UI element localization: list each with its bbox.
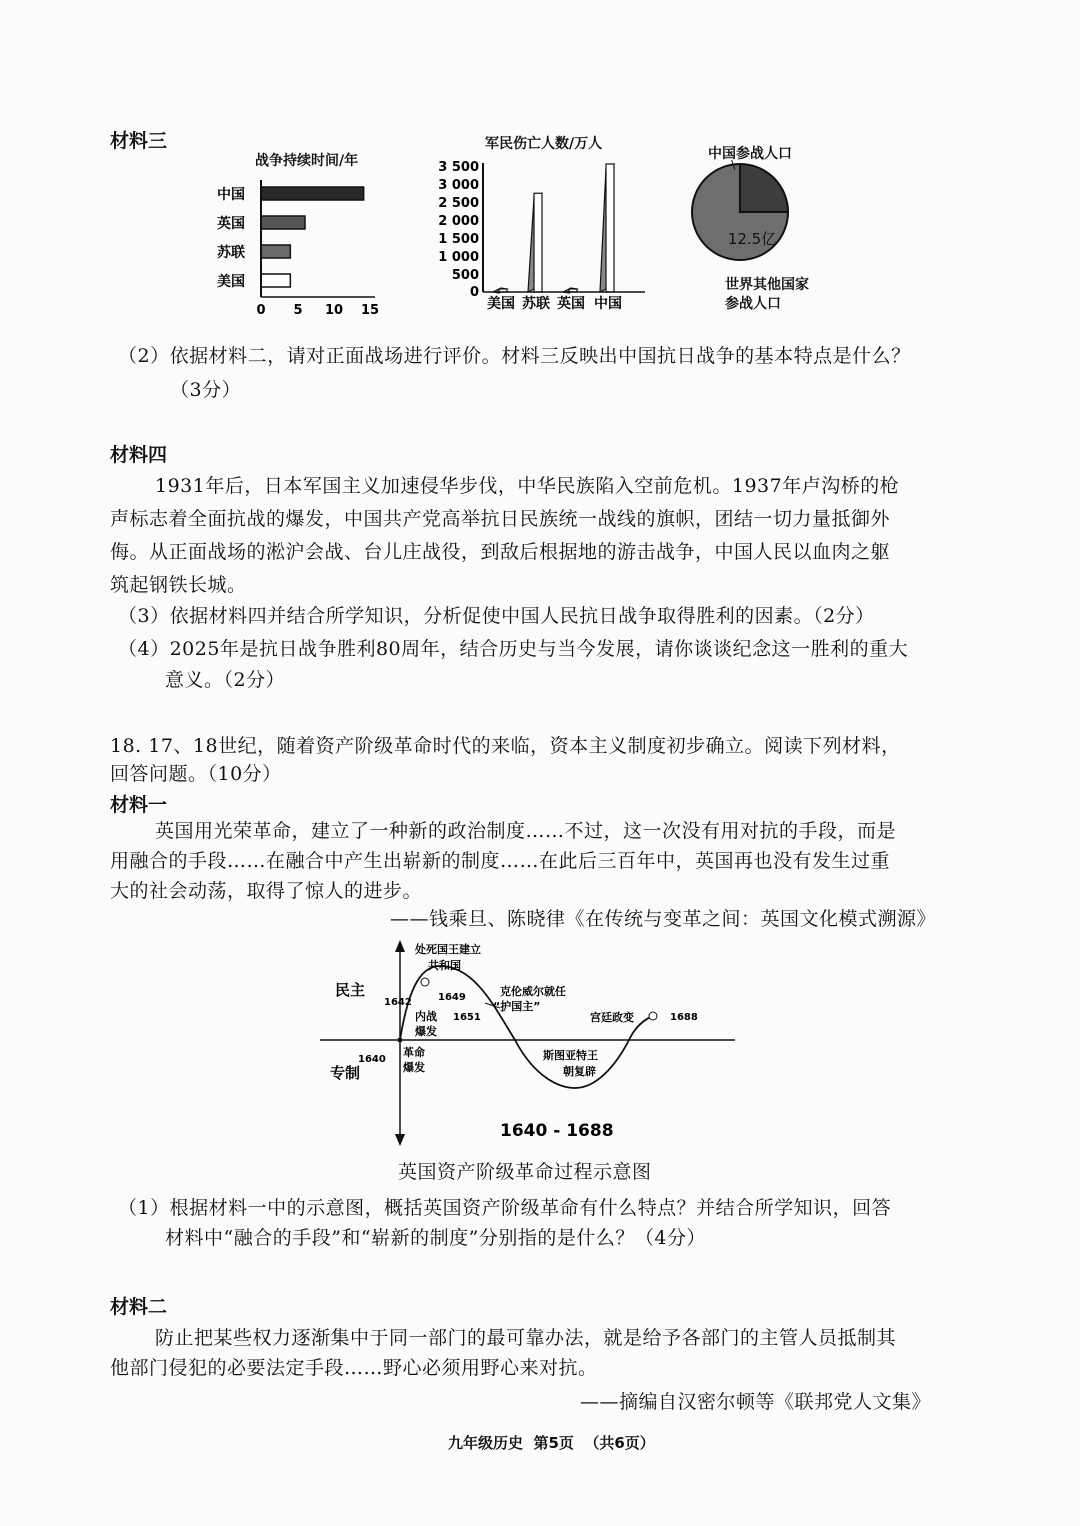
casualty-column-label-3: 中国 (594, 296, 622, 312)
ann-stuart-2: 朝复辟 (563, 1065, 596, 1078)
pie-label-top: 中国参战人口 (708, 146, 792, 162)
diagram-democracy-label: 民主 (335, 981, 366, 999)
question-2-score: （3分） (170, 379, 242, 401)
point-1649 (421, 978, 429, 986)
ann-revolution-1: 革命 (403, 1046, 425, 1059)
diagram-arrow-up (395, 940, 405, 952)
pie-label-bottom-1: 世界其他国家 (725, 277, 809, 293)
ann-1642: 1642 (384, 997, 412, 1008)
pie-slice-0 (740, 164, 788, 212)
point-1640 (398, 1038, 403, 1043)
duration-bar-label-2: 苏联 (217, 245, 245, 261)
material1-source: ——钱乘旦、陈晓律《在传统与变革之间：英国文化模式溯源》 (390, 908, 937, 930)
ann-glorious-revolution: 宫廷政变 (590, 1011, 634, 1024)
diagram-range: 1640 - 1688 (500, 1121, 614, 1141)
material1-label: 材料一 (110, 794, 168, 816)
casualty-column-face-1 (534, 193, 542, 292)
point-1688 (649, 1012, 657, 1020)
column-chart-title: 军民伤亡人数/万人 (485, 136, 603, 152)
material2-line-2: 他部门侵犯的必要法定手段……野心必须用野心来对抗。 (110, 1357, 598, 1379)
col-tick-0: 0 (469, 285, 479, 300)
population-pie-chart (690, 160, 810, 280)
ann-execute-king-2: 共和国 (428, 959, 461, 972)
page-footer: 九年级历史 第5页 （共6页） (448, 1434, 655, 1452)
duration-bar-3 (261, 274, 290, 287)
bar-chart-title: 战争持续时间/年 (255, 153, 359, 169)
ann-revolution-2: 爆发 (403, 1061, 425, 1074)
bar-tick-15: 15 (360, 303, 380, 318)
casualty-column-label-2: 英国 (557, 296, 585, 312)
material1-line-1: 英国用光荣革命，建立了一种新的政治制度……不过，这一次没有用对抗的手段，而是 (155, 820, 897, 842)
casualty-column-label-0: 美国 (487, 296, 515, 312)
material4-line-2: 声标志着全面抗战的爆发，中国共产党高举抗日民族统一战线的旗帜，团结一切力量抵御外 (110, 508, 891, 530)
material4-line-3: 侮。从正面战场的淞沪会战、台儿庄战役，到敌后根据地的游击战争，中国人民以血肉之躯 (110, 541, 891, 563)
question-2-text: （2）依据材料二，请对正面战场进行评价。材料三反映出中国抗日战争的基本特点是什么？ (118, 345, 911, 367)
pie-label-bottom-2: 参战人口 (725, 296, 781, 312)
question-4-line-1: （4）2025年是抗日战争胜利80周年，结合历史与当今发展，请你谈谈纪念这一胜利的重大 (118, 638, 909, 660)
duration-bar-label-1: 英国 (217, 216, 245, 232)
casualty-column-face-3 (606, 164, 614, 292)
question-18-1-line-2: 材料中“融合的手段”和“崭新的制度”分别指的是什么？（4分） (165, 1227, 706, 1249)
ann-1640: 1640 (358, 1054, 386, 1065)
bar-tick-10: 10 (324, 303, 344, 318)
ann-execute-king-1: 处死国王建立 (415, 943, 481, 956)
col-tick-500: 500 (451, 268, 479, 283)
duration-bar-chart (215, 175, 395, 320)
col-tick-1000: 1 000 (438, 250, 479, 265)
bar-tick-5: 5 (293, 303, 303, 318)
duration-bar-1 (261, 216, 305, 229)
ann-civil-war-1: 内战 (415, 1010, 437, 1023)
ann-civil-war-2: 爆发 (415, 1025, 437, 1038)
material4-label: 材料四 (110, 444, 168, 466)
ann-cromwell-1: 克伦威尔就任 (500, 985, 566, 998)
casualty-column-chart (435, 155, 650, 315)
question-18-1-line-1: （1）根据材料一中的示意图，概括英国资产阶级革命有什么特点？并结合所学知识，回答 (118, 1197, 892, 1219)
ann-1651: 1651 (453, 1012, 481, 1023)
ann-1649: 1649 (438, 992, 466, 1003)
material1-line-3: 大的社会动荡，取得了惊人的进步。 (110, 880, 423, 902)
material2-line-1: 防止把某些权力逐渐集中于同一部门的最可靠办法，就是给予各部门的主管人员抵制其 (155, 1327, 897, 1349)
duration-bar-0 (261, 187, 364, 200)
ann-cromwell-2: “护国主” (493, 1000, 541, 1013)
material2-label: 材料二 (110, 1296, 168, 1318)
material3-label: 材料三 (110, 130, 168, 152)
ann-stuart-1: 斯图亚特王 (543, 1049, 598, 1062)
revolution-diagram (315, 938, 745, 1148)
col-tick-2500: 2 500 (438, 196, 479, 211)
duration-bar-2 (261, 245, 290, 258)
material4-line-4: 筑起钢铁长城。 (110, 574, 247, 596)
duration-bar-label-3: 美国 (217, 274, 245, 290)
diagram-caption: 英国资产阶级革命过程示意图 (398, 1161, 652, 1183)
material1-line-2: 用融合的手段……在融合中产生出崭新的制度……在此后三百年中，英国再也没有发生过重 (110, 850, 891, 872)
col-tick-2000: 2 000 (438, 214, 479, 229)
material4-line-1: 1931年后，日本军国主义加速侵华步伐，中华民族陷入空前危机。1937年卢沟桥的枪 (155, 475, 900, 497)
diagram-autocracy-label: 专制 (330, 1064, 361, 1082)
diagram-arrow-down (395, 1134, 405, 1146)
pie-center-label: 12.5亿 (727, 230, 777, 248)
question-4-line-2: 意义。（2分） (165, 669, 286, 691)
question-3-text: （3）依据材料四并结合所学知识，分析促使中国人民抗日战争取得胜利的因素。（2分） (118, 605, 875, 627)
col-tick-1500: 1 500 (438, 232, 479, 247)
casualty-column-label-1: 苏联 (522, 296, 550, 312)
material2-source: ——摘编自汉密尔顿等《联邦党人文集》 (580, 1391, 932, 1413)
duration-bar-label-0: 中国 (217, 187, 245, 203)
question-18-line-1: 18. 17、18世纪，随着资产阶级革命时代的来临，资本主义制度初步确立。阅读下列材料， (110, 735, 901, 757)
col-tick-3500: 3 500 (438, 160, 479, 175)
col-tick-3000: 3 000 (438, 178, 479, 193)
question-18-line-2: 回答问题。（10分） (110, 763, 282, 785)
bar-tick-0: 0 (256, 303, 266, 318)
ann-1688: 1688 (670, 1012, 698, 1023)
